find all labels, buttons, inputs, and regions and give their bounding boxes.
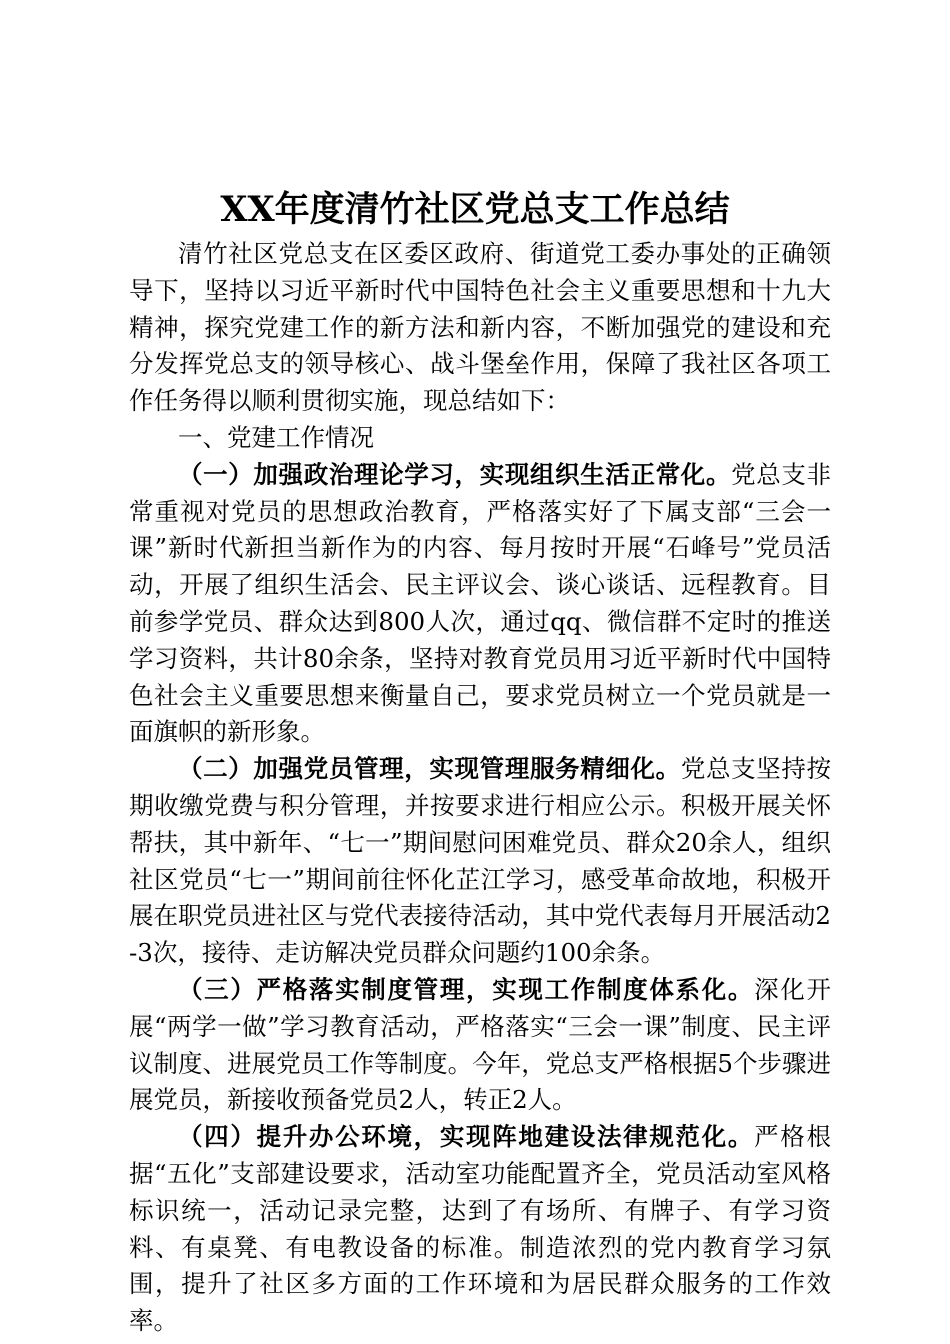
- section-text-4: 严格根据“五化”支部建设要求，活动室功能配置齐全，党员活动室风格标识统一，活动记录完整，达到了有场所、有牌子、有学习资料、有桌凳、有电教设备的标准。制造浓烈的党内教育学习氛围，提升了社区多方面的工作环境和为居民群众服务的工作效率。: [129, 1122, 831, 1336]
- document-title: XX年度清竹社区党总支工作总结: [220, 189, 730, 230]
- intro-paragraph: 清竹社区党总支在区委区政府、街道党工委办事处的正确领导下，坚持以习近平新时代中国特色社会主义重要思想和十九大精神，探究党建工作的新方法和新内容，不断加强党的建设和充分发挥党总支的领导核心、战斗堡垒作用，保障了我社区各项工作任务得以顺利贯彻实施，现总结如下：: [129, 239, 831, 416]
- section-paragraph-4: [129, 1119, 831, 1340]
- section-lead-4: （四）提升办公环境，实现阵地建设法律规范化。: [178, 1122, 755, 1152]
- section-lead-2: （二）加强党员管理，实现管理服务精细化。: [178, 754, 681, 784]
- section-text-3: 深化开展“两学一做”学习教育活动，严格落实“三会一课”制度、民主评议制度、进展党员工作等制度。今年，党总支严格根据5个步骤进展党员，新接收预备党员2人，转正2人。: [129, 974, 831, 1115]
- section-lead-3: （三）严格落实制度管理，实现工作制度体系化。: [178, 974, 755, 1004]
- section-heading: 一、党建工作情况: [178, 422, 374, 452]
- section-text-1: 党总支非常重视对党员的思想政治教育，严格落实好了下属支部“三会一课”新时代新担当新作为的内容、每月按时开展“石峰号”党员活动，开展了组织生活会、民主评议会、谈心谈话、远程教育。目前参学党员、群众达到800人次，通过qq、微信群不定时的推送学习资料，共计80余条，坚持对教育党员用习近平新时代中国特色社会主义重要思想来衡量自己，要求党员树立一个党员就是一面旗帜的新形象。: [129, 459, 831, 747]
- section-lead-1: （一）加强政治理论学习，实现组织生活正常化。: [178, 459, 732, 489]
- section-paragraph-3: [129, 972, 831, 1119]
- section-text-2: 党总支坚持按期收缴党费与积分管理，并按要求进行相应公示。积极开展关怀帮扶，其中新年、“七一”期间慰问困难党员、群众20余人，组织社区党员“七一”期间前往怀化芷江学习，感受革命故地，积极开展在职党员进社区与党代表接待活动，其中党代表每月开展活动2-3次，接待、走访解决党员群众问题约100余条。: [129, 754, 832, 968]
- section-paragraph-1: [129, 457, 831, 751]
- document-body: [129, 236, 831, 1340]
- section-paragraph-2: [129, 751, 831, 972]
